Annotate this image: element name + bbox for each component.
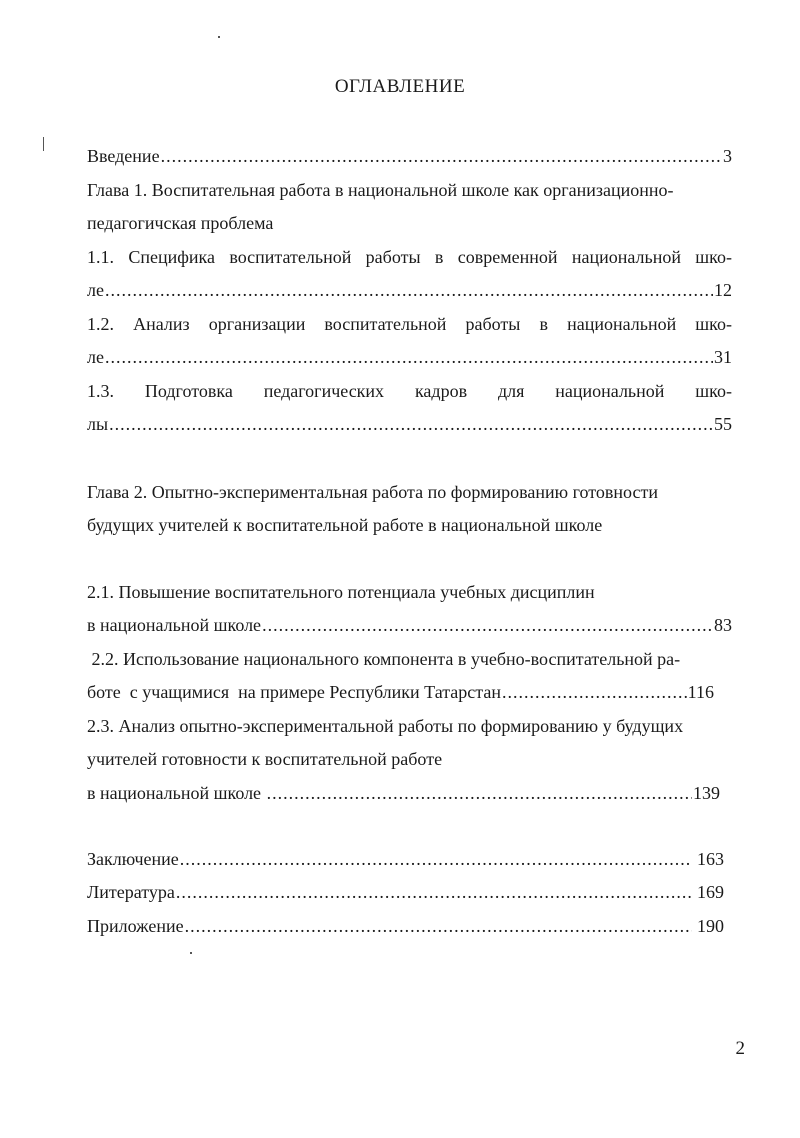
toc-entry-text: в национальной школе: [87, 783, 266, 803]
dot-leader: [180, 847, 692, 871]
toc-section-2-1-cont[interactable]: [87, 613, 732, 637]
toc-section-1-2[interactable]: 1.2. Анализ организации воспитательной работы в национальной шко-: [87, 314, 732, 334]
dot-leader: [176, 880, 692, 904]
dot-leader: [109, 412, 713, 436]
scan-speck: [190, 952, 192, 954]
page-number: 2: [735, 1038, 745, 1059]
toc-section-2-2-cont[interactable]: [87, 680, 714, 704]
toc-entry-text: ле: [87, 280, 104, 300]
toc-entry-page: 139: [693, 783, 720, 803]
toc-entry-intro[interactable]: [87, 144, 732, 168]
toc-entry-page: 3: [723, 146, 732, 166]
toc-entry-text: Приложение: [87, 916, 184, 936]
toc-section-1-3[interactable]: 1.3. Подготовка педагогических кадров для национальной шко-: [87, 381, 732, 401]
toc-section-2-1[interactable]: 2.1. Повышение воспитательного потенциала учебных дисциплин: [87, 582, 595, 602]
toc-entry-literature[interactable]: [87, 880, 724, 904]
toc-title: ОГЛАВЛЕНИЕ: [334, 76, 466, 97]
toc-chapter1-heading[interactable]: Глава 1. Воспитательная работа в национальной школе как организационно-: [87, 180, 674, 200]
toc-entry-page: 163: [692, 849, 724, 869]
dot-leader: [105, 278, 713, 302]
toc-entry-text: Заключение: [87, 849, 179, 869]
toc-entry-page: 190: [692, 916, 724, 936]
toc-entry-text: Введение: [87, 146, 160, 166]
dot-leader: [161, 144, 722, 168]
dot-leader: [267, 781, 692, 805]
scan-mark: [43, 137, 44, 151]
toc-section-1-3-cont[interactable]: [87, 412, 732, 436]
dot-leader: [105, 345, 713, 369]
toc-entry-page: 169: [692, 882, 724, 902]
toc-chapter2-heading[interactable]: Глава 2. Опытно-экспериментальная работа по формированию готовности: [87, 482, 658, 502]
toc-section-1-2-cont[interactable]: [87, 345, 732, 369]
toc-entry-page: 12: [714, 280, 732, 300]
toc-entry-appendix[interactable]: [87, 914, 724, 938]
toc-section-1-1[interactable]: 1.1. Специфика воспитательной работы в современной национальной шко-: [87, 247, 732, 267]
toc-chapter2-heading-cont[interactable]: будущих учителей к воспитательной работе в национальной школе: [87, 515, 603, 535]
toc-section-1-1-cont[interactable]: [87, 278, 732, 302]
toc-entry-text: в национальной школе: [87, 615, 262, 635]
toc-entry-page: 116: [687, 682, 714, 702]
toc-entry-page: 31: [714, 347, 732, 367]
dot-leader: [502, 680, 687, 704]
toc-entry-text: ле: [87, 347, 104, 367]
dot-leader: [185, 914, 692, 938]
scan-speck: [218, 36, 220, 38]
toc-entry-text: лы: [87, 414, 109, 434]
toc-section-2-3-cont[interactable]: учителей готовности к воспитательной работе: [87, 749, 443, 769]
toc-entry-text: боте с учащимися на примере Республики Татарстан: [87, 682, 501, 702]
toc-section-2-3[interactable]: 2.3. Анализ опытно-экспериментальной работы по формированию у будущих: [87, 716, 684, 736]
toc-entry-page: 83: [714, 615, 732, 635]
toc-entry-page: 55: [714, 414, 732, 434]
toc-entry-conclusion[interactable]: [87, 847, 724, 871]
dot-leader: [262, 613, 713, 637]
toc-entry-text: Литература: [87, 882, 175, 902]
toc-section-2-2[interactable]: 2.2. Использование национального компонента в учебно-воспитательной ра-: [87, 649, 681, 669]
toc-chapter1-heading-cont[interactable]: педагогичская проблема: [87, 213, 274, 233]
toc-section-2-3-cont2[interactable]: [87, 781, 720, 805]
